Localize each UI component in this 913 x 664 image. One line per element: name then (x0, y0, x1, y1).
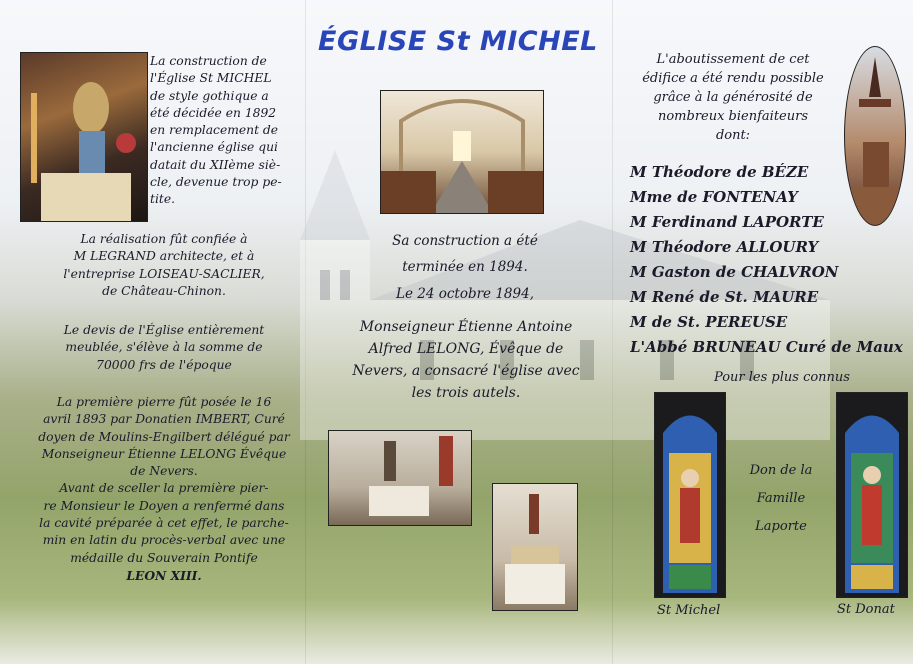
stained-glass-st-donat (836, 392, 908, 598)
consecration-paragraph: Monseigneur Étienne Antoine Alfred LELONG, Évêque de Nevers, a consacré l'église avec les trois autels. (352, 319, 580, 401)
page-title: ÉGLISE St MICHEL (318, 26, 598, 57)
premiere-pierre-paragraph: La première pierre fût posée le 16 avril 1893 par Donatien IMBERT, Curé doyen de Moulins-Engilbert délégué par Monseigneur Étienne LELONG Évêque de Nevers. Avant de sceller la première pier- re Monsieur le Doyen a renfermé dans la cavité préparée à cet effet, le parche- min en latin du procès-verbal avec une médaille du Souverain Pontife LEON XIII. (38, 395, 290, 583)
donor-item: M de St. PEREUSE (630, 313, 788, 331)
construction-end-paragraph: Sa construction a été terminée en 1894. (392, 233, 538, 275)
side-altar-photo (328, 430, 472, 526)
donor-item: M Ferdinand LAPORTE (630, 213, 824, 231)
benefactors-intro: L'aboutissement de cet édifice a été rendu possible grâce à la générosité de nombreux bienfaiteurs dont: (642, 52, 824, 143)
nave-interior-photo (380, 90, 544, 214)
donor-item: M Gaston de CHALVRON (630, 263, 839, 281)
caption-st-michel: St Michel (657, 603, 721, 618)
most-known-caption: Pour les plus connus (714, 370, 850, 385)
donor-item: M Théodore de BÉZE (630, 163, 809, 181)
gift-caption: Don de la Famille Laporte (749, 463, 813, 534)
donor-item: L'Abbé BRUNEAU Curé de Maux (630, 338, 903, 356)
donor-item: M Théodore ALLOURY (630, 238, 819, 256)
realisation-paragraph: La réalisation fût confiée à M LEGRAND architecte, et à l'entreprise LOISEAU-SACLIER, de Château-Chinon. (63, 232, 265, 298)
caption-st-donat: St Donat (837, 602, 895, 617)
statue-photo (20, 52, 148, 222)
donor-item: M René de St. MAURE (630, 288, 819, 306)
stained-glass-st-michel (654, 392, 726, 598)
main-altar-photo (492, 483, 578, 611)
donor-item: Mme de FONTENAY (630, 188, 798, 206)
pulpit-photo (844, 46, 906, 226)
construction-paragraph: La construction de l'Église St MICHEL de style gothique a été décidée en 1892 en remplacement de l'ancienne église qui datait du XIIème siè- cle, devenue trop pe- tite. (150, 54, 282, 207)
devis-paragraph: Le devis de l'Église entièrement meublée, s'élève à la somme de 70000 frs de l'époque (63, 323, 265, 372)
consecration-date: Le 24 octobre 1894, (396, 286, 534, 302)
